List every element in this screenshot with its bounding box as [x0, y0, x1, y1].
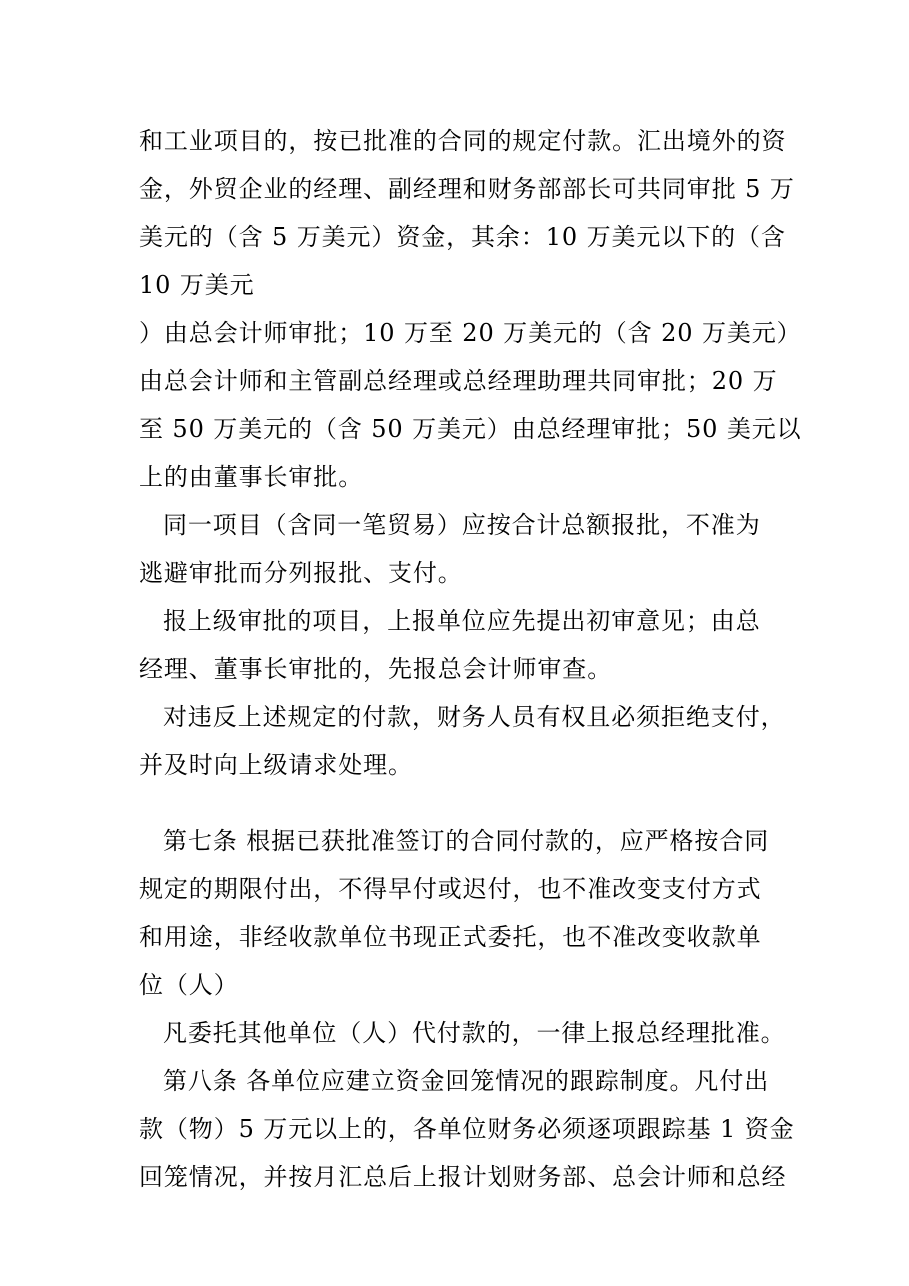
paragraph-first-line: 同一项目（含同一笔贸易）应按合计总额报批，不准为 [163, 511, 761, 539]
text-line: 款（物）5 万元以上的，各单位财务必须逐项跟踪基 1 资金 [139, 1115, 795, 1143]
text-line: 回笼情况，并按月汇总后上报计划财务部、总会计师和总经 [139, 1163, 787, 1191]
text-line: 10 万美元 [139, 271, 255, 299]
paragraph-first-line: 报上级审批的项目，上报单位应先提出初审意见；由总 [163, 607, 761, 635]
text-line: 美元的（含 5 万美元）资金，其余：10 万美元以下的（含 [139, 223, 786, 251]
text-line: 规定的期限付出，不得早付或迟付，也不准改变支付方式 [139, 875, 762, 903]
text-line: 上的由董事长审批。 [139, 463, 364, 491]
text-line: 和工业项目的，按已批准的合同的规定付款。汇出境外的资 [139, 127, 787, 155]
text-line: 由总会计师和主管副总经理或总经理助理共同审批；20 万 [139, 367, 778, 395]
text-line: ）由总会计师审批；10 万至 20 万美元的（含 20 万美元） [139, 319, 802, 347]
paragraph-first-line: 对违反上述规定的付款，财务人员有权且必须拒绝支付， [163, 703, 786, 731]
text-line: 金，外贸企业的经理、副经理和财务部部长可共同审批 5 万 [139, 175, 795, 203]
text-line: 位（人） [139, 971, 239, 999]
paragraph-first-line: 凡委托其他单位（人）代付款的，一律上报总经理批准。 [163, 1019, 786, 1047]
text-line: 并及时向上级请求处理。 [139, 751, 413, 779]
text-line: 至 50 万美元的（含 50 万美元）由总经理审批；50 美元以 [139, 415, 802, 443]
text-line: 逃避审批而分列报批、支付。 [139, 559, 463, 587]
article-8-heading-line: 第八条 各单位应建立资金回笼情况的跟踪制度。凡付出 [163, 1067, 770, 1095]
text-line: 和用途，非经收款单位书现正式委托，也不准改变收款单 [139, 923, 762, 951]
text-line: 经理、董事长审批的，先报总会计师审查。 [139, 655, 613, 683]
article-7-heading-line: 第七条 根据已获批准签订的合同付款的，应严格按合同 [163, 827, 770, 855]
